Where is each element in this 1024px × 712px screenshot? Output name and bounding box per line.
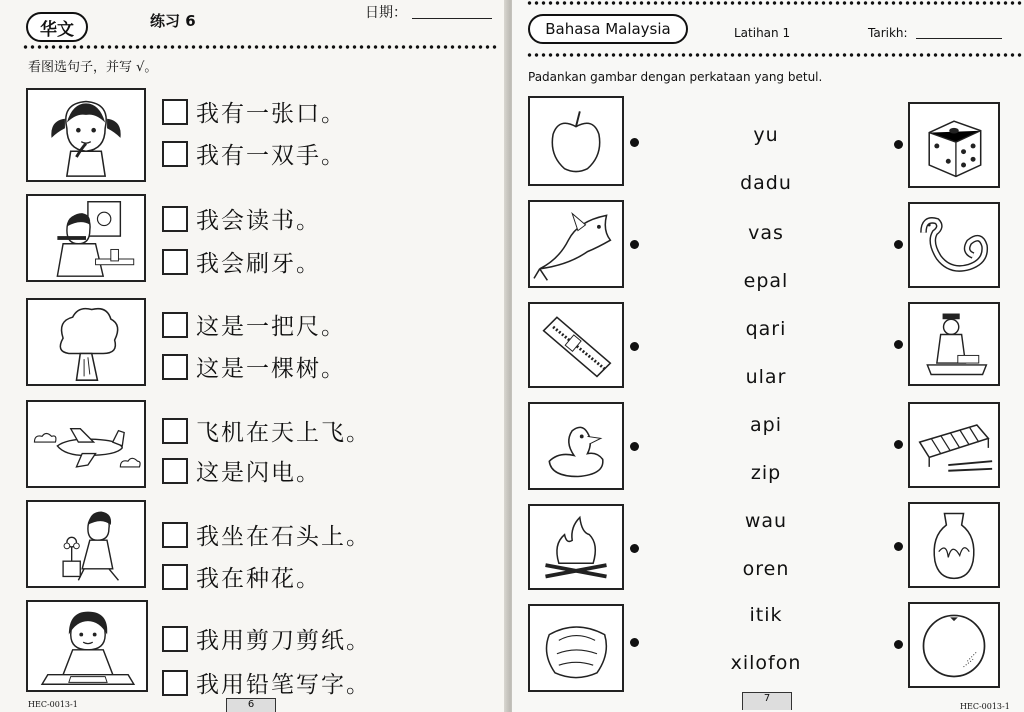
match-dot-left-6[interactable] bbox=[630, 638, 639, 647]
option-6a[interactable] bbox=[162, 622, 371, 655]
option-5a[interactable] bbox=[162, 518, 371, 551]
picture-man-playing-instrument bbox=[908, 302, 1000, 386]
word-vas: vas bbox=[748, 222, 784, 244]
checkbox[interactable] bbox=[162, 99, 188, 125]
picture-airplane-clouds bbox=[26, 400, 146, 488]
checkbox[interactable] bbox=[162, 670, 188, 696]
checkbox[interactable] bbox=[162, 249, 188, 275]
option-text: 我用剪刀剪纸。 bbox=[196, 628, 371, 654]
picture-duck bbox=[528, 402, 624, 490]
match-dot-right-5[interactable] bbox=[894, 542, 903, 551]
option-text: 这是一把尺。 bbox=[196, 314, 346, 340]
word-yu: yu bbox=[753, 124, 779, 146]
word-oren: oren bbox=[742, 558, 790, 580]
option-6b[interactable] bbox=[162, 666, 371, 699]
option-2a[interactable] bbox=[162, 202, 321, 235]
word-api: api bbox=[750, 414, 782, 436]
checkbox[interactable] bbox=[162, 626, 188, 652]
option-4a[interactable] bbox=[162, 414, 371, 447]
exercise-title: Latihan 1 bbox=[734, 26, 791, 40]
subject-label bbox=[26, 12, 88, 42]
exercise-title: 练习 6 bbox=[150, 12, 196, 30]
option-3b[interactable] bbox=[162, 350, 346, 383]
match-dot-left-3[interactable] bbox=[630, 342, 639, 351]
picture-girl-cutting-paper bbox=[26, 600, 148, 692]
chinese-worksheet-page bbox=[0, 0, 508, 712]
option-text: 我在种花。 bbox=[196, 566, 321, 592]
instruction-text: 看图选句子，并写 √。 bbox=[28, 60, 158, 75]
checkbox[interactable] bbox=[162, 141, 188, 167]
word-wau: wau bbox=[744, 510, 788, 532]
option-1a[interactable] bbox=[162, 95, 346, 128]
option-text: 我会刷牙。 bbox=[196, 251, 321, 277]
option-text: 飞机在天上飞。 bbox=[196, 420, 371, 446]
picture-tree bbox=[26, 298, 146, 386]
option-text: 我有一张口。 bbox=[196, 101, 346, 127]
option-text: 我有一双手。 bbox=[196, 143, 346, 169]
date-label: 日期： bbox=[365, 5, 407, 21]
option-2b[interactable] bbox=[162, 245, 321, 278]
word-qari: qari bbox=[745, 318, 787, 340]
top-dotted-edge bbox=[526, 0, 1022, 6]
option-text: 这是一棵树。 bbox=[196, 356, 346, 382]
footer-code: HEC-0013-1 bbox=[28, 700, 78, 709]
checkbox[interactable] bbox=[162, 354, 188, 380]
dotted-divider bbox=[526, 52, 1022, 58]
option-text: 我会读书。 bbox=[196, 208, 321, 234]
checkbox[interactable] bbox=[162, 312, 188, 338]
match-dot-left-5[interactable] bbox=[630, 544, 639, 553]
picture-dice bbox=[908, 102, 1000, 188]
date-line bbox=[412, 18, 492, 19]
option-1b[interactable] bbox=[162, 137, 346, 170]
checkbox[interactable] bbox=[162, 522, 188, 548]
word-ular: ular bbox=[745, 366, 787, 388]
malay-worksheet-page bbox=[512, 0, 1024, 712]
word-itik: itik bbox=[749, 604, 783, 626]
match-dot-right-6[interactable] bbox=[894, 640, 903, 649]
option-5b[interactable] bbox=[162, 560, 321, 593]
option-text: 这是闪电。 bbox=[196, 460, 321, 486]
subject-text: Bahasa Malaysia bbox=[545, 20, 671, 38]
match-dot-left-1[interactable] bbox=[630, 138, 639, 147]
picture-boy-planting-flower bbox=[26, 500, 146, 588]
checkbox[interactable] bbox=[162, 564, 188, 590]
match-dot-right-3[interactable] bbox=[894, 340, 903, 349]
word-xilofon: xilofon bbox=[730, 652, 802, 674]
picture-vase bbox=[908, 502, 1000, 588]
picture-kite bbox=[528, 604, 624, 692]
match-dot-left-2[interactable] bbox=[630, 240, 639, 249]
option-3a[interactable] bbox=[162, 308, 346, 341]
picture-boy-brushing-teeth bbox=[26, 194, 146, 282]
option-text: 我坐在石头上。 bbox=[196, 524, 371, 550]
picture-zipper bbox=[528, 302, 624, 388]
picture-apple bbox=[528, 96, 624, 186]
date-label: Tarikh: bbox=[868, 26, 908, 40]
word-dadu: dadu bbox=[740, 172, 792, 194]
subject-text: 华文 bbox=[40, 19, 74, 40]
page-number: 7 bbox=[742, 692, 792, 710]
match-dot-right-1[interactable] bbox=[894, 140, 903, 149]
picture-orange bbox=[908, 602, 1000, 688]
checkbox[interactable] bbox=[162, 458, 188, 484]
option-text: 我用铅笔写字。 bbox=[196, 672, 371, 698]
picture-girl-touching-mouth bbox=[26, 88, 146, 182]
word-zip: zip bbox=[750, 462, 782, 484]
instruction-text: Padankan gambar dengan perkataan yang betul. bbox=[528, 70, 823, 84]
picture-shark bbox=[528, 200, 624, 288]
date-line bbox=[916, 38, 1002, 39]
picture-xylophone bbox=[908, 402, 1000, 488]
checkbox[interactable] bbox=[162, 206, 188, 232]
subject-label bbox=[528, 14, 688, 44]
word-epal: epal bbox=[743, 270, 789, 292]
match-dot-right-4[interactable] bbox=[894, 440, 903, 449]
checkbox[interactable] bbox=[162, 418, 188, 444]
dotted-divider bbox=[22, 44, 498, 50]
picture-fire bbox=[528, 504, 624, 590]
match-dot-left-4[interactable] bbox=[630, 442, 639, 451]
page-number: 6 bbox=[226, 698, 276, 712]
option-4b[interactable] bbox=[162, 454, 321, 487]
picture-snake bbox=[908, 202, 1000, 288]
match-dot-right-2[interactable] bbox=[894, 240, 903, 249]
footer-code: HEC-0013-1 bbox=[960, 702, 1010, 711]
